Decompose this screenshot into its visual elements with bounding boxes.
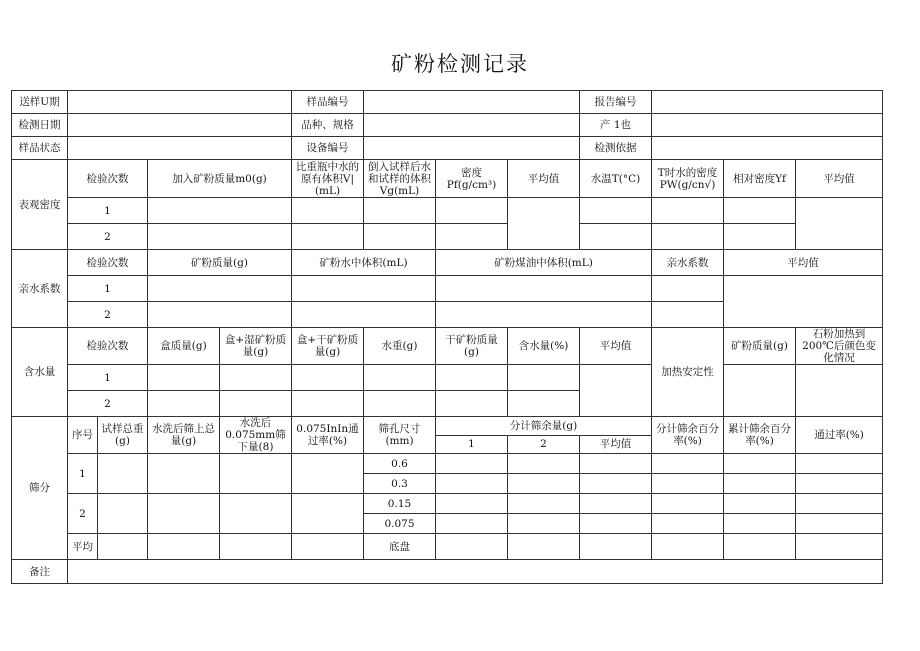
moisture-header-content: 含水量(%) (508, 328, 580, 365)
heat-color-cell[interactable] (796, 365, 883, 417)
sample-no-label: 样品编号 (292, 91, 364, 114)
sieve-cell[interactable] (508, 514, 580, 534)
moisture-header-wet-mass: 盒+湿矿粉质量(g) (220, 328, 292, 365)
density-header-rel-average: 平均值 (796, 160, 883, 198)
density-cell[interactable] (148, 224, 292, 250)
sieve-size-0.3: 0.3 (364, 474, 436, 494)
moisture-header-water-weight: 水重(g) (364, 328, 436, 365)
density-cell[interactable] (292, 224, 364, 250)
sieve-header-075-passing: 0.075InIn通过率(%) (292, 417, 364, 454)
density-cell[interactable] (148, 198, 292, 224)
hydrophilic-cell[interactable] (148, 276, 292, 302)
report-no-value[interactable] (652, 91, 883, 114)
remarks-value[interactable] (68, 560, 883, 584)
heat-mass-label: 矿粉质量(g) (724, 328, 796, 365)
variety-label: 品种、规格 (292, 114, 364, 137)
density-cell[interactable] (580, 198, 652, 224)
origin-value[interactable] (652, 114, 883, 137)
sieve-cell[interactable] (436, 474, 508, 494)
moisture-header-average: 平均值 (580, 328, 652, 365)
sieve-cell[interactable] (796, 514, 883, 534)
density-cell[interactable] (724, 198, 796, 224)
sieve-header-passing-pct: 通过率(%) (796, 417, 883, 454)
hydrophilic-header-average: 平均值 (724, 250, 883, 276)
sieve-cell[interactable] (508, 454, 580, 474)
test-date-value[interactable] (68, 114, 292, 137)
sieve-cell[interactable] (724, 454, 796, 474)
sieve-cell[interactable] (436, 454, 508, 474)
sieve-cell[interactable] (652, 514, 724, 534)
sieve-cell[interactable] (652, 454, 724, 474)
moisture-header-box-mass: 盒质量(g) (148, 328, 220, 365)
density-cell[interactable] (436, 198, 508, 224)
sample-state-label: 样品状态 (12, 137, 68, 160)
hydrophilic-cell[interactable] (436, 302, 652, 328)
sieve-cell[interactable] (796, 494, 883, 514)
heat-color-label: 石粉加热到200℃后颜色变化情况 (796, 328, 883, 365)
density-header-water-density: T时水的密度PW(g/cn√) (652, 160, 724, 198)
basis-label: 检测依据 (580, 137, 652, 160)
moisture-cell[interactable] (364, 365, 436, 391)
hydrophilic-cell[interactable] (292, 302, 436, 328)
moisture-cell[interactable] (436, 391, 508, 417)
moisture-cell[interactable] (364, 391, 436, 417)
sieve-cell[interactable] (796, 534, 883, 560)
density-header-density: 密度Pf(g/cm³) (436, 160, 508, 198)
sieve-cell[interactable] (148, 534, 220, 560)
hydrophilic-section-label: 亲水系数 (12, 250, 68, 328)
sieve-header-washed-retained: 水洗后筛上总量(g) (148, 417, 220, 454)
sieve-header-retained-pct: 分计筛余百分率(%) (652, 417, 724, 454)
sieve-cell[interactable] (724, 494, 796, 514)
sieve-cell[interactable] (652, 474, 724, 494)
heat-mass-cell[interactable] (724, 365, 796, 417)
sieve-section-label: 筛分 (12, 417, 68, 560)
sieve-cell[interactable] (724, 514, 796, 534)
remarks-label: 备注 (12, 560, 68, 584)
density-header-relative-density: 相对密度Yf (724, 160, 796, 198)
sieve-cell[interactable] (292, 534, 364, 560)
density-cell[interactable] (724, 224, 796, 250)
sieve-header-cumulative-pct: 累计筛余百分率(%) (724, 417, 796, 454)
sieve-size-0.6: 0.6 (364, 454, 436, 474)
sieve-trial-1: 1 (68, 454, 98, 494)
density-trial-2: 2 (68, 224, 148, 250)
hydrophilic-trial-1: 1 (68, 276, 148, 302)
sieve-cell[interactable] (98, 494, 148, 534)
sieve-cell[interactable] (508, 494, 580, 514)
sieve-header-index: 序号 (68, 417, 98, 454)
moisture-cell[interactable] (508, 391, 580, 417)
moisture-cell[interactable] (292, 391, 364, 417)
hydrophilic-cell[interactable] (436, 276, 652, 302)
density-header-mass: 加入矿粉质量m0(g) (148, 160, 292, 198)
moisture-cell[interactable] (220, 391, 292, 417)
sieve-cell[interactable] (796, 474, 883, 494)
basis-value[interactable] (652, 137, 883, 160)
moisture-cell[interactable] (292, 365, 364, 391)
moisture-section-label: 含水量 (12, 328, 68, 417)
sieve-cell[interactable] (98, 534, 148, 560)
sieve-cell[interactable] (796, 454, 883, 474)
sieve-subheader-2: 2 (508, 435, 580, 454)
equipment-no-label: 设备编号 (292, 137, 364, 160)
moisture-cell[interactable] (508, 365, 580, 391)
density-cell[interactable] (652, 198, 724, 224)
page-title: 矿粉检测记录 (391, 52, 529, 76)
moisture-header-dry-powder-mass: 干矿粉质量(g) (436, 328, 508, 365)
sieve-cell[interactable] (436, 534, 508, 560)
sieve-cell[interactable] (508, 474, 580, 494)
hydrophilic-header-trials: 检验次数 (68, 250, 148, 276)
sieve-cell[interactable] (292, 454, 364, 494)
sieve-subheader-1: 1 (436, 435, 508, 454)
density-cell[interactable] (292, 198, 364, 224)
sieve-average-label: 平均 (68, 534, 98, 560)
hydrophilic-trial-2: 2 (68, 302, 148, 328)
record-table (11, 90, 883, 584)
sieve-cell[interactable] (724, 534, 796, 560)
sieve-cell[interactable] (580, 534, 652, 560)
hydrophilic-average-cell[interactable] (724, 276, 883, 328)
sieve-size-0.075: 0.075 (364, 514, 436, 534)
heat-stability-label: 加热安定性 (652, 328, 724, 417)
sieve-header-retained: 分计筛余量(g) (436, 417, 652, 436)
sieve-cell[interactable] (292, 494, 364, 534)
sieve-size-0.15: 0.15 (364, 494, 436, 514)
moisture-cell[interactable] (220, 365, 292, 391)
sieve-cell[interactable] (220, 454, 292, 494)
variety-value[interactable] (364, 114, 580, 137)
density-average-cell[interactable] (508, 198, 580, 250)
sieve-cell[interactable] (148, 494, 220, 534)
hydrophilic-header-coefficient: 亲水系数 (652, 250, 724, 276)
density-rel-average-cell[interactable] (796, 198, 883, 250)
sample-state-value[interactable] (68, 137, 292, 160)
sieve-cell[interactable] (220, 534, 292, 560)
sieve-cell[interactable] (652, 534, 724, 560)
sieve-cell[interactable] (436, 514, 508, 534)
sample-date-value[interactable] (68, 91, 292, 114)
report-no-label: 报告编号 (580, 91, 652, 114)
hydrophilic-header-mass: 矿粉质量(g) (148, 250, 292, 276)
moisture-cell[interactable] (148, 391, 220, 417)
test-date-label: 检测日期 (12, 114, 68, 137)
sieve-cell[interactable] (580, 474, 652, 494)
hydrophilic-cell[interactable] (652, 302, 724, 328)
sieve-cell[interactable] (98, 454, 148, 494)
sieve-cell[interactable] (652, 494, 724, 514)
hydrophilic-header-kerosene-volume: 矿粉煤油中体积(mL) (436, 250, 652, 276)
equipment-no-value[interactable] (364, 137, 580, 160)
sieve-subheader-average: 平均值 (580, 435, 652, 454)
density-cell[interactable] (364, 224, 436, 250)
sample-date-label: 送样U期 (12, 91, 68, 114)
moisture-header-trials: 检验次数 (68, 328, 148, 365)
density-header-average: 平均值 (508, 160, 580, 198)
sieve-cell[interactable] (148, 454, 220, 494)
sieve-cell[interactable] (580, 514, 652, 534)
density-cell[interactable] (652, 224, 724, 250)
moisture-average-cell[interactable] (580, 365, 652, 417)
density-header-sample-volume: 倒入试样后水和试样的体积Vg(mL) (364, 160, 436, 198)
sieve-cell[interactable] (580, 454, 652, 474)
density-section-label: 表观密度 (12, 160, 68, 250)
sieve-header-washed-passing: 水洗后0.075mm筛下量(8) (220, 417, 292, 454)
density-cell[interactable] (436, 224, 508, 250)
hydrophilic-cell[interactable] (292, 276, 436, 302)
sieve-cell[interactable] (508, 534, 580, 560)
sieve-header-total-mass: 试样总重(g) (98, 417, 148, 454)
density-cell[interactable] (364, 198, 436, 224)
density-trial-1: 1 (68, 198, 148, 224)
sieve-pan-label: 底盘 (364, 534, 436, 560)
moisture-cell[interactable] (436, 365, 508, 391)
sieve-cell[interactable] (580, 494, 652, 514)
origin-label: 产 1也 (580, 114, 652, 137)
density-header-trials: 检验次数 (68, 160, 148, 198)
density-cell[interactable] (580, 224, 652, 250)
hydrophilic-header-water-volume: 矿粉水中体积(mL) (292, 250, 436, 276)
moisture-header-dry-mass: 盒+干矿粉质量(g) (292, 328, 364, 365)
density-header-water-temp: 水温T(°C) (580, 160, 652, 198)
hydrophilic-cell[interactable] (652, 276, 724, 302)
moisture-cell[interactable] (148, 365, 220, 391)
moisture-trial-1: 1 (68, 365, 148, 391)
density-header-bottle-volume: 比重瓶中水的原有体积V|(mL) (292, 160, 364, 198)
sieve-cell[interactable] (724, 474, 796, 494)
sieve-header-size: 筛孔尺寸(mm) (364, 417, 436, 454)
sample-no-value[interactable] (364, 91, 580, 114)
sieve-cell[interactable] (436, 494, 508, 514)
sieve-cell[interactable] (220, 494, 292, 534)
hydrophilic-cell[interactable] (148, 302, 292, 328)
moisture-trial-2: 2 (68, 391, 148, 417)
sieve-trial-2: 2 (68, 494, 98, 534)
